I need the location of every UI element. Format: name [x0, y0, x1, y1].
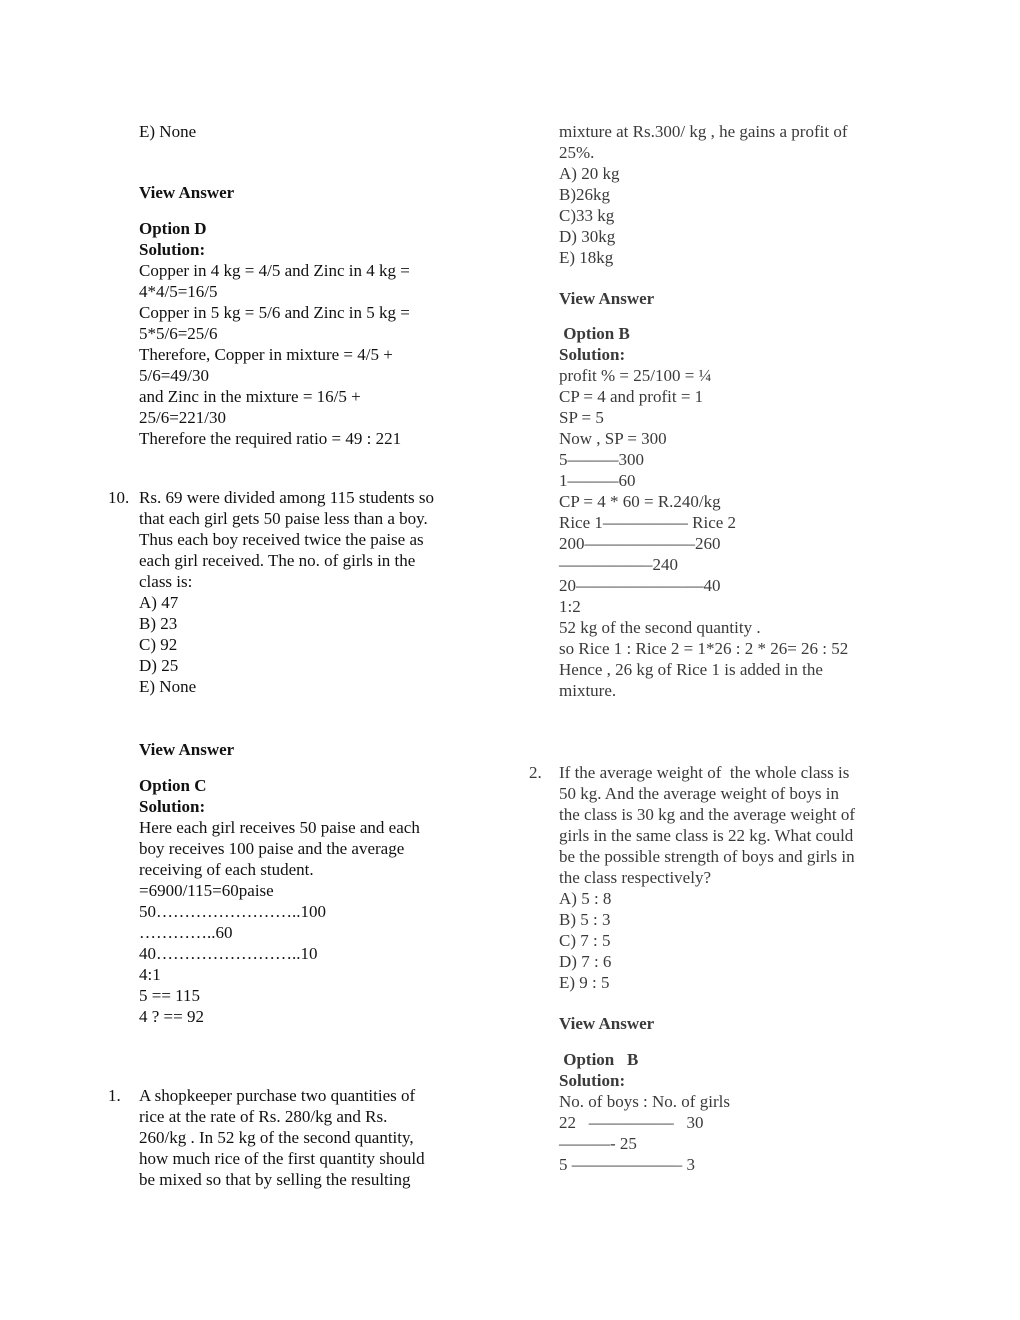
text-line: Solution:: [559, 1071, 626, 1090]
text-line: Therefore the required ratio = 49 : 221: [139, 429, 402, 448]
text-line: 200——————–260: [559, 534, 721, 553]
text-line: Option D: [139, 219, 207, 238]
text-line: C)33 kg: [559, 206, 615, 225]
text-line: and Zinc in the mixture = 16/5 +: [139, 387, 361, 406]
q9-option: [139, 218, 207, 260]
text-line: If the average weight of the whole class is: [559, 763, 850, 782]
text-line: ———- 25: [559, 1134, 637, 1153]
text-line: 25/6=221/30: [139, 408, 227, 427]
view-answer-link[interactable]: View Answer: [139, 183, 235, 202]
text-line: …………..60: [139, 923, 233, 942]
text-line: 5 ——————– 3: [559, 1155, 695, 1174]
question-number: 10.: [108, 488, 130, 507]
text-line: Rice 1————— Rice 2: [559, 513, 737, 532]
text-line: —————–240: [559, 555, 678, 574]
text-line: D) 30kg: [559, 227, 616, 246]
text-line: 260/kg . In 52 kg of the second quantity,: [139, 1128, 414, 1147]
text-line: 4 ? == 92: [139, 1007, 204, 1026]
text-line: 5/6=49/30: [139, 366, 210, 385]
question-number: 2.: [529, 763, 542, 782]
text-line: B) 5 : 3: [559, 910, 611, 929]
text-line: be the possible strength of boys and girls in: [559, 847, 855, 866]
q10: [139, 487, 434, 697]
text-line: Solution:: [139, 797, 206, 816]
text-line: E) 18kg: [559, 248, 614, 267]
text-line: Copper in 5 kg = 5/6 and Zinc in 5 kg =: [139, 303, 410, 322]
text-line: 40……………………..10: [139, 944, 318, 963]
q2-option: [559, 1049, 638, 1091]
q1-option: [559, 323, 630, 365]
text-line: be mixed so that by selling the resulting: [139, 1170, 411, 1189]
text-line: that each girl gets 50 paise less than a boy.: [139, 509, 428, 528]
text-line: 1:2: [559, 597, 581, 616]
text-line: A) 20 kg: [559, 164, 620, 183]
text-line: Rs. 69 were divided among 115 students so: [139, 488, 434, 507]
text-line: D) 7 : 6: [559, 952, 612, 971]
text-line: SP = 5: [559, 408, 604, 427]
text-line: 5 == 115: [139, 986, 201, 1005]
text-line: D) 25: [139, 656, 179, 675]
text-line: CP = 4 and profit = 1: [559, 387, 704, 406]
view-answer-link[interactable]: View Answer: [139, 740, 235, 759]
text-line: C) 7 : 5: [559, 931, 611, 950]
text-line: Solution:: [559, 345, 626, 364]
text-line: Therefore, Copper in mixture = 4/5 +: [139, 345, 393, 364]
text-line: mixture.: [559, 681, 617, 700]
q2-view-answer[interactable]: [559, 1013, 654, 1034]
text-line: 4*4/5=16/5: [139, 282, 218, 301]
text-line: E) 9 : 5: [559, 973, 610, 992]
text-line: A shopkeeper purchase two quantities of: [139, 1086, 416, 1105]
q1: [139, 1085, 425, 1190]
text-line: 50……………………..100: [139, 902, 326, 921]
text-line: No. of boys : No. of girls: [559, 1092, 730, 1111]
text-line: 22 ————— 30: [559, 1113, 704, 1132]
text-line: each girl received. The no. of girls in the: [139, 551, 416, 570]
text-line: =6900/115=60paise: [139, 881, 274, 900]
text-line: Solution:: [139, 240, 206, 259]
q2: [559, 762, 855, 993]
q9-view-answer[interactable]: [139, 182, 234, 203]
text-line: Copper in 4 kg = 4/5 and Zinc in 4 kg =: [139, 261, 410, 280]
text-line: the class is 30 kg and the average weight of: [559, 805, 855, 824]
question-number: 1.: [108, 1086, 121, 1105]
text-line: C) 92: [139, 635, 178, 654]
text-line: Hence , 26 kg of Rice 1 is added in the: [559, 660, 823, 679]
text-line: Thus each boy received twice the paise as: [139, 530, 424, 549]
text-line: profit % = 25/100 = ¼: [559, 366, 712, 385]
text-line: 52 kg of the second quantity .: [559, 618, 761, 637]
text-line: Now , SP = 300: [559, 429, 667, 448]
text-line: class is:: [139, 572, 193, 591]
text-line: B)26kg: [559, 185, 610, 204]
text-line: 20——————–—40: [559, 576, 721, 595]
view-answer-link[interactable]: View Answer: [559, 1014, 655, 1033]
q1-solution: [559, 365, 848, 701]
text-line: A) 5 : 8: [559, 889, 612, 908]
text-line: A) 47: [139, 593, 179, 612]
text-line: how much rice of the first quantity should: [139, 1149, 425, 1168]
q2-solution: [559, 1091, 730, 1175]
text-line: 4:1: [139, 965, 161, 984]
text-line: receiving of each student.: [139, 860, 314, 879]
text-line: 5———300: [559, 450, 644, 469]
q9-option-e: [139, 121, 196, 142]
text-line: girls in the same class is 22 kg. What could: [559, 826, 854, 845]
text-line: CP = 4 * 60 = R.240/kg: [559, 492, 721, 511]
q1-view-answer[interactable]: [559, 288, 654, 309]
text-line: B) 23: [139, 614, 178, 633]
q10-view-answer[interactable]: [139, 739, 234, 760]
q10-solution: [139, 817, 420, 1027]
q9-solution: [139, 260, 410, 449]
text-line: boy receives 100 paise and the average: [139, 839, 405, 858]
text-line: mixture at Rs.300/ kg , he gains a profit of: [559, 122, 848, 141]
text-line: 5*5/6=25/6: [139, 324, 218, 343]
text-line: Option B: [559, 324, 630, 343]
text-line: E) None: [139, 677, 197, 696]
text-line: rice at the rate of Rs. 280/kg and Rs.: [139, 1107, 388, 1126]
text-line: 25%.: [559, 143, 595, 162]
text-line: Option C: [139, 776, 207, 795]
text-line: so Rice 1 : Rice 2 = 1*26 : 2 * 26= 26 : 52: [559, 639, 849, 658]
view-answer-link[interactable]: View Answer: [559, 289, 655, 308]
q1-cont: [559, 121, 847, 268]
text-line: Option B: [559, 1050, 639, 1069]
text-line: 1———60: [559, 471, 636, 490]
text-line: E) None: [139, 122, 197, 141]
text-line: the class respectively?: [559, 868, 711, 887]
text-line: Here each girl receives 50 paise and each: [139, 818, 420, 837]
q10-option: [139, 775, 207, 817]
text-line: 50 kg. And the average weight of boys in: [559, 784, 839, 803]
